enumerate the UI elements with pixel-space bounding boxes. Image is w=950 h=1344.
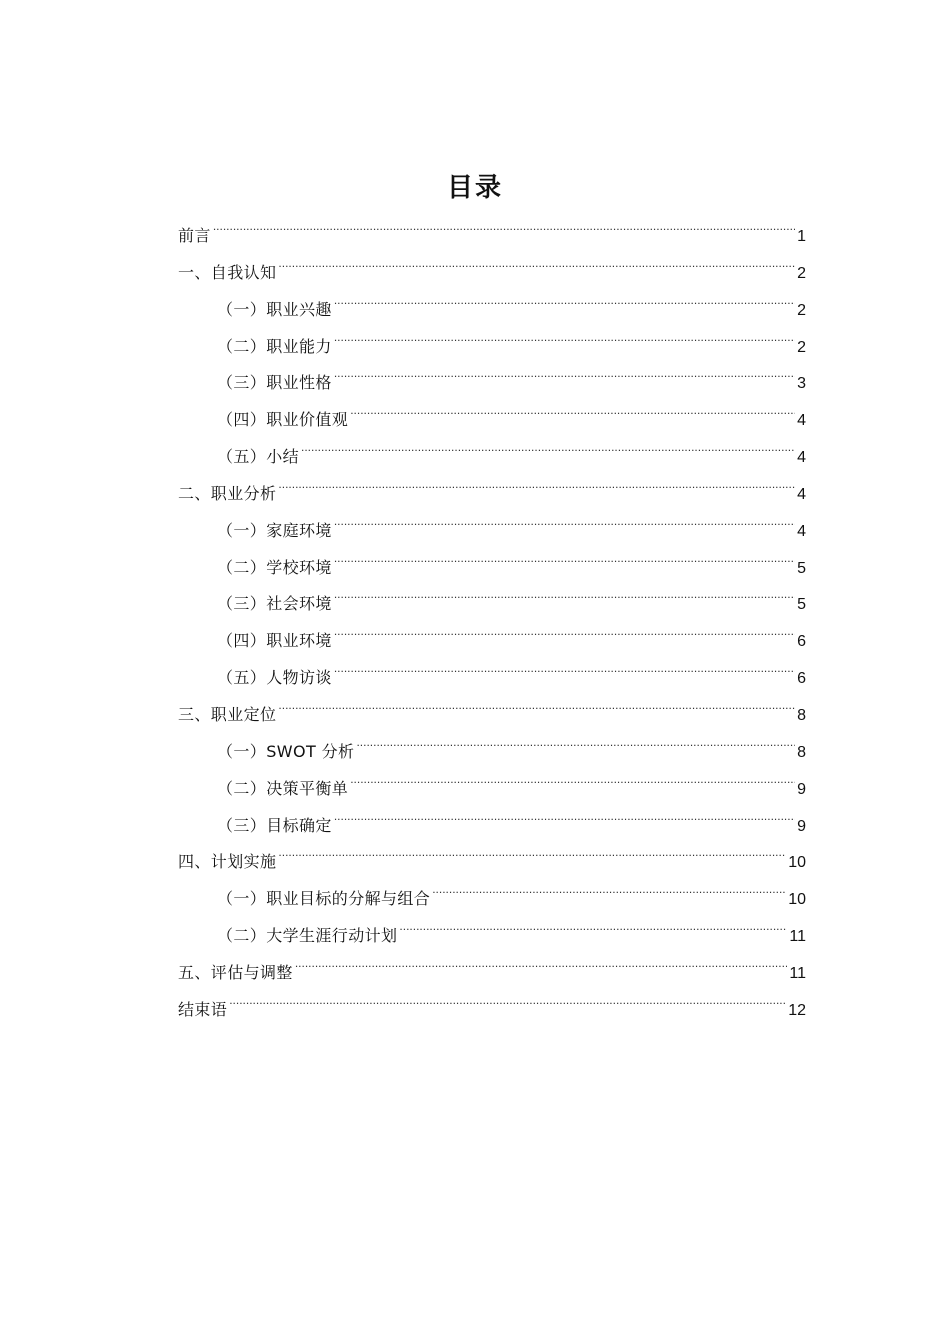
toc-entry-label: 前言 — [178, 226, 211, 245]
toc-entry-page: 2 — [797, 338, 806, 356]
toc-dot-leader — [432, 868, 786, 904]
toc-entry-page: 9 — [797, 817, 806, 835]
toc-entry-page: 2 — [797, 264, 806, 282]
toc-dot-leader — [334, 279, 795, 315]
toc-entry-page: 2 — [797, 301, 806, 319]
toc-entry-page: 3 — [797, 375, 806, 393]
toc-entry-page: 1 — [797, 228, 806, 245]
toc-dot-leader — [301, 426, 795, 462]
toc-entry-page: 4 — [797, 412, 806, 430]
toc-dot-leader — [334, 352, 795, 388]
toc-entry-label: 结束语 — [178, 999, 228, 1019]
toc-dot-leader — [334, 610, 795, 646]
toc-dot-leader — [350, 758, 795, 794]
toc-entry-page: 9 — [797, 780, 806, 798]
toc-entry-page: 6 — [797, 670, 806, 688]
toc-entry-label: （五）人物访谈 — [217, 668, 332, 688]
toc-entry-label: （一）SWOT 分析 — [217, 741, 355, 761]
toc-list — [178, 205, 806, 1019]
toc-entry-label: 五、评估与调整 — [178, 962, 293, 982]
toc-entry-page: 11 — [789, 964, 806, 982]
toc-entry-label: （二）学校环境 — [217, 557, 332, 577]
toc-entry-label: （三）职业性格 — [217, 373, 332, 393]
toc-entry-label: （二）决策平衡单 — [217, 778, 349, 798]
toc-entry-page: 8 — [797, 743, 806, 761]
toc-entry-label: 一、自我认知 — [178, 262, 277, 282]
toc-entry-label: （四）职业环境 — [217, 631, 332, 651]
toc-entry-label: （一）家庭环境 — [217, 520, 332, 540]
toc-entry[interactable] — [178, 979, 806, 1019]
toc-entry-label: （二）大学生涯行动计划 — [217, 926, 398, 946]
toc-entry-page: 8 — [797, 706, 806, 724]
toc-entry-label: （五）小结 — [217, 447, 300, 467]
toc-entry-page: 12 — [788, 1001, 806, 1019]
toc-dot-leader — [334, 500, 795, 536]
toc-entry-page: 4 — [797, 449, 806, 467]
toc-entry-label: （三）目标确定 — [217, 815, 332, 835]
toc-entry-label: （一）职业兴趣 — [217, 299, 332, 319]
toc-dot-leader — [334, 573, 795, 609]
toc-entry-page: 4 — [797, 485, 806, 503]
toc-entry-page: 10 — [788, 891, 806, 909]
toc-entry[interactable] — [178, 242, 806, 282]
toc-entry-label: （二）职业能力 — [217, 336, 332, 356]
toc-entry-page: 11 — [789, 928, 806, 946]
toc-entry-label: （三）社会环境 — [217, 594, 332, 614]
toc-dot-leader — [278, 831, 786, 867]
toc-entry-label: 三、职业定位 — [178, 704, 277, 724]
toc-dot-leader — [334, 795, 795, 831]
toc-entry-page: 4 — [797, 522, 806, 540]
toc-entry-page: 5 — [797, 596, 806, 614]
toc-entry[interactable] — [178, 205, 806, 245]
toc-dot-leader — [334, 647, 795, 683]
toc-dot-leader — [350, 389, 795, 425]
toc-title: 目录 — [446, 173, 503, 203]
toc-dot-leader — [278, 684, 795, 720]
toc-dot-leader — [295, 942, 788, 978]
toc-dot-leader — [229, 979, 786, 1015]
toc-entry-label: 二、职业分析 — [178, 483, 277, 503]
toc-dot-leader — [213, 205, 795, 241]
toc-entry-page: 5 — [797, 559, 806, 577]
toc-dot-leader — [334, 537, 795, 573]
toc-dot-leader — [278, 242, 795, 278]
toc-dot-leader — [278, 463, 795, 499]
toc-entry-label: 四、计划实施 — [178, 852, 277, 872]
toc-entry-label: （四）职业价值观 — [217, 410, 349, 430]
toc-entry-page: 10 — [788, 854, 806, 872]
toc-dot-leader — [356, 721, 795, 757]
toc-dot-leader — [334, 316, 795, 352]
toc-entry-label: （一）职业目标的分解与组合 — [217, 889, 431, 909]
toc-entry-page: 6 — [797, 633, 806, 651]
toc-dot-leader — [399, 905, 787, 941]
